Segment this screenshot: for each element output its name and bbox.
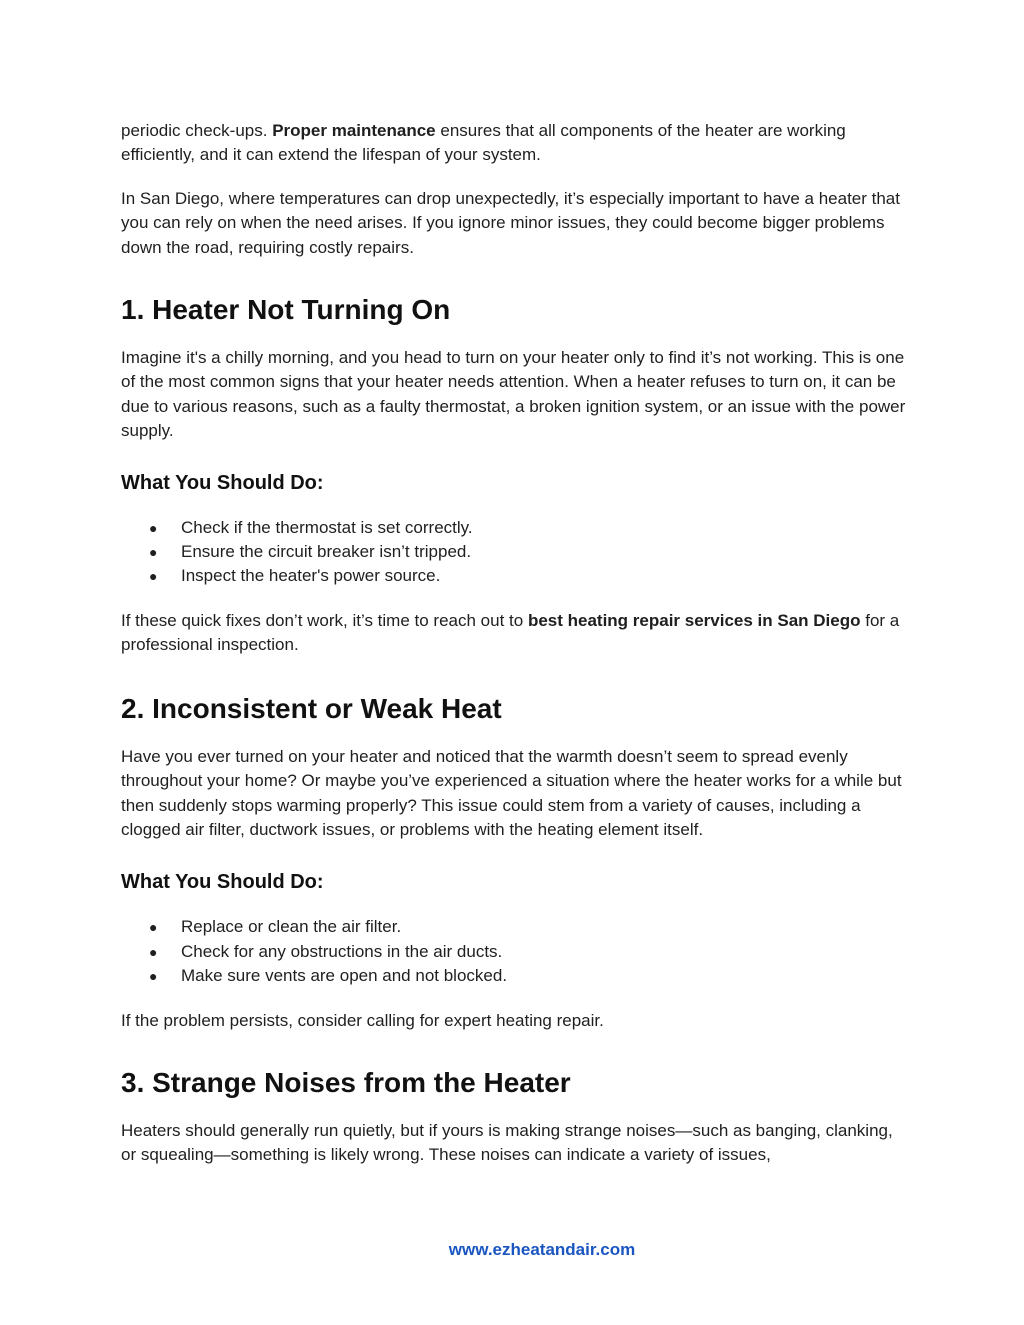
list-item-text: Inspect the heater's power source. (181, 566, 441, 586)
section-1-closing (121, 609, 911, 658)
intro-p1-text: periodic check-ups. (121, 121, 273, 140)
bullet-icon: ● (149, 519, 158, 536)
list-item (121, 516, 911, 540)
section-1-closing-bold: best heating repair services in San Diego (527, 610, 861, 630)
bullet-icon: ● (149, 544, 158, 561)
list-item-text: Ensure the circuit breaker isn’t tripped. (181, 542, 472, 562)
list-item-text: Check for any obstructions in the air ducts. (181, 941, 503, 961)
page-content (121, 119, 911, 1168)
section-1-closing-text-end: for a professional inspection. (121, 610, 900, 655)
intro-p1-bold: Proper maintenance (272, 121, 436, 140)
section-3-body: Heaters should generally run quietly, but if yours is making strange noises—such as banging, clanking, or squealing—something is likely wrong. These noises can indicate a variety of issues, (121, 1120, 893, 1165)
list-item (121, 915, 911, 939)
section-2-heading: 2. Inconsistent or Weak Heat (121, 692, 502, 724)
footer-website-link[interactable]: www.ezheatandair.com (448, 1240, 636, 1259)
bullet-icon: ● (149, 568, 158, 585)
section-1-bullet-list (121, 516, 911, 589)
section-2-body: Have you ever turned on your heater and noticed that the warmth doesn’t seem to spread evenly throughout your home? Or maybe you’ve experienced a situation where the heater works for a while but then suddenly stops warming properly? This issue could stem from a variety of causes, including a clogged air filter, ductwork issues, or problems with the heating element itself. (121, 746, 902, 839)
list-item (121, 540, 911, 564)
section-2-subheading: What You Should Do: (121, 871, 324, 894)
list-item (121, 964, 911, 988)
list-item (121, 940, 911, 964)
section-2-bullet-list (121, 915, 911, 988)
bullet-icon: ● (149, 919, 158, 936)
list-item (121, 564, 911, 588)
section-1-body: Imagine it's a chilly morning, and you head to turn on your heater only to find it’s not working. This is one of the most common signs that your heater needs attention. When a heater refuses to turn on, it can be due to various reasons, such as a faulty thermostat, a broken ignition system, or an issue with the power supply. (121, 348, 906, 441)
intro-p1-text-end: ensures that all components of the heater are working efficiently, and it can extend the lifespan of your system. (121, 121, 846, 165)
list-item-text: Replace or clean the air filter. (181, 917, 402, 937)
section-3-heading: 3. Strange Noises from the Heater (121, 1066, 571, 1098)
section-1-subheading: What You Should Do: (121, 471, 324, 494)
intro-paragraph-1 (121, 119, 911, 168)
intro-paragraph-2: In San Diego, where temperatures can drop unexpectedly, it’s especially important to have a heater that you can rely on when the need arises. If you ignore minor issues, they could become bigger problems down the road, requiring costly repairs. (121, 188, 900, 257)
bullet-icon: ● (149, 943, 158, 960)
section-1-closing-text: If these quick fixes don’t work, it’s time to reach out to (121, 610, 528, 630)
list-item-text: Check if the thermostat is set correctly. (181, 517, 473, 537)
section-1-heading: 1. Heater Not Turning On (121, 294, 451, 326)
bullet-icon: ● (149, 968, 158, 985)
section-2-closing: If the problem persists, consider calling for expert heating repair. (121, 1010, 604, 1030)
list-item-text: Make sure vents are open and not blocked. (181, 966, 508, 986)
